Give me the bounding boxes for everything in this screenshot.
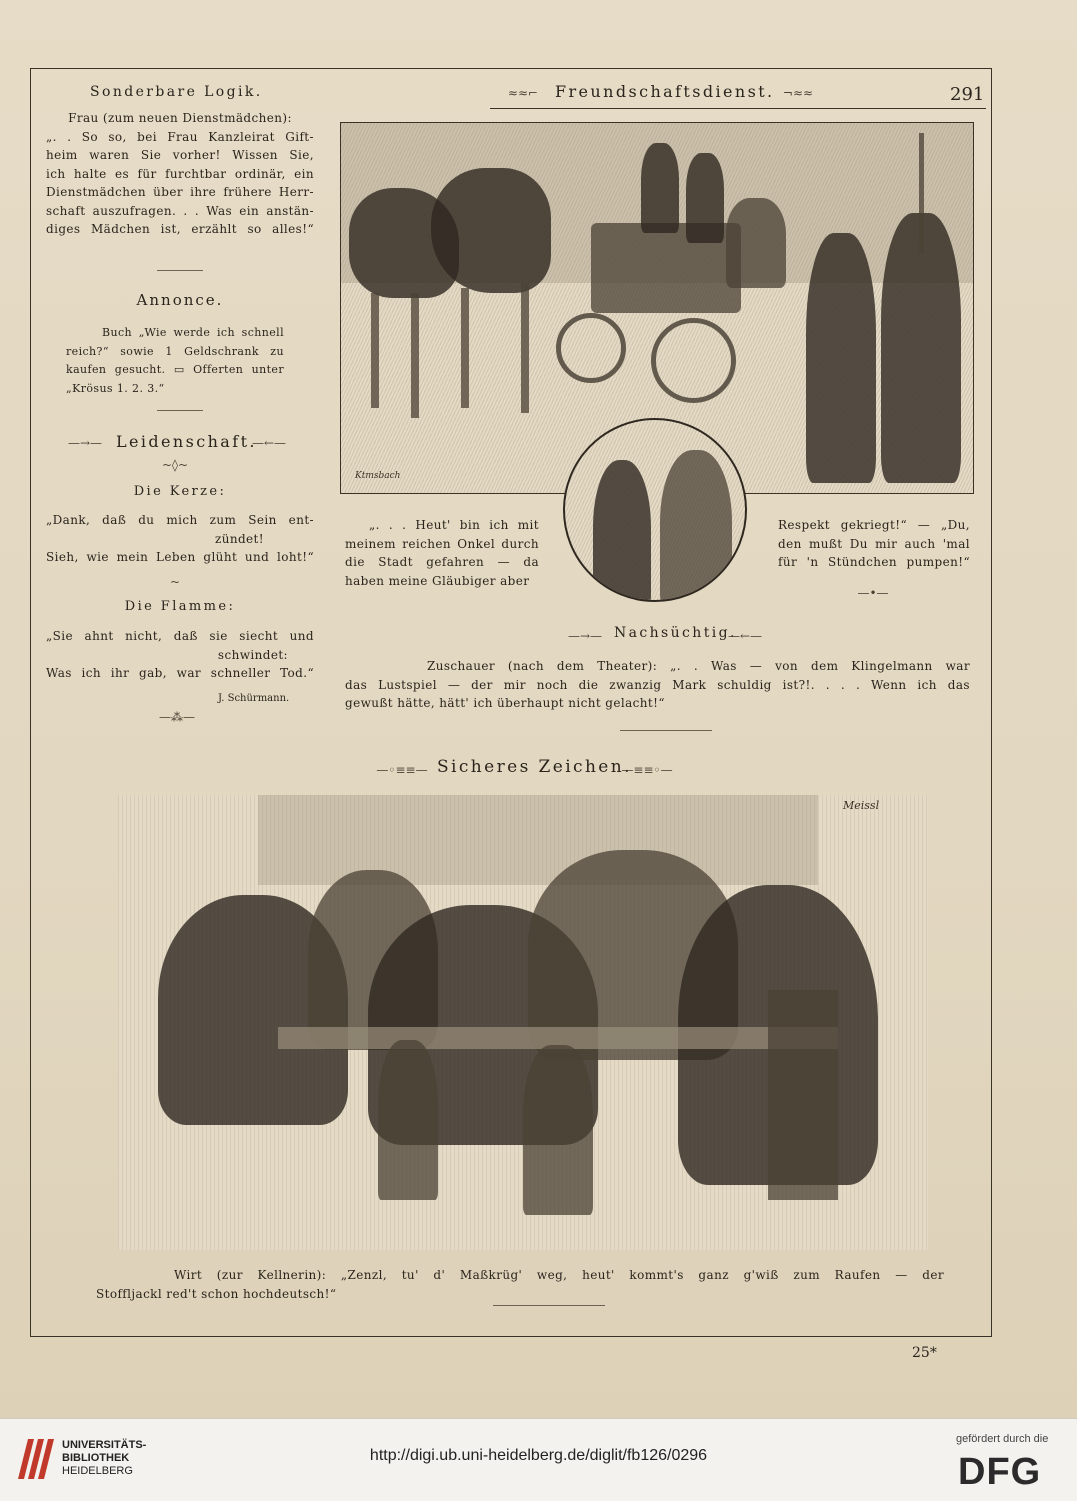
header-rule [490, 108, 986, 109]
text-line: haben meine Gläubiger aber [345, 573, 530, 588]
text-line: die Stadt gefahren — da [345, 555, 539, 569]
divider [157, 270, 203, 271]
text-line: schwindet: [217, 647, 288, 662]
annonce-text [66, 324, 284, 398]
dfg-logo: DFG [958, 1451, 1042, 1493]
chair [768, 990, 838, 1200]
nachsuechtig-title: Nachsüchtig. [614, 625, 737, 641]
ornament-left: —◦≡≡— [376, 763, 428, 777]
text-line: für 'n Stündchen pumpen!“ [778, 555, 970, 569]
small-ornament: ~ [169, 575, 181, 589]
sponsor-caption: gefördert durch die [956, 1433, 1049, 1445]
text-line: Frau (zum neuen Dienstmädchen): [68, 111, 292, 125]
divider [157, 410, 203, 411]
ornament-right: —←— [727, 629, 763, 643]
kerze-title: Die Kerze: [133, 484, 227, 499]
nephew-figure [593, 460, 651, 602]
text-line: diges Mädchen ist, erzählt so alles!“ [46, 222, 314, 236]
leidenschaft-title: Leidenschaft. [116, 432, 257, 451]
text-line: Was ich ihr gab, war schneller Tod.“ [46, 666, 314, 680]
text-line: reich?“ sowie 1 Geldschrank zu [66, 344, 284, 358]
text-line: ich halte es für furchtbar ordinär, ein [46, 166, 314, 181]
wheel [556, 313, 626, 383]
dialogue-right [778, 516, 970, 572]
ornament-right: ¬≈≈ [782, 86, 814, 100]
flamme-title: Die Flamme: [124, 599, 236, 614]
small-ornament: ~◊~ [161, 458, 189, 472]
horse-leg [411, 293, 419, 418]
text-line: Stoffljackl red't schon hochdeutsch!“ [96, 1286, 337, 1301]
small-ornament: —•— [857, 586, 889, 600]
logik-title: Sonderbare Logik. [90, 84, 263, 100]
text-line: „. . . Heut' bin ich mit [369, 518, 539, 532]
text-line: schaft auszufragen. . . Was ein anstän- [46, 203, 314, 218]
ornament-left: —→— [67, 436, 103, 450]
ornament-right: —←— [251, 436, 287, 450]
artist-signature: Meissl [843, 799, 880, 812]
text-line: Buch „Wie werde ich schnell [102, 326, 284, 339]
nachsuechtig-text [345, 657, 970, 713]
beggar-figure [881, 213, 961, 483]
horse-leg [461, 288, 469, 408]
horse [431, 168, 551, 293]
zeichen-title: Sicheres Zeichen. [437, 757, 632, 777]
bystanders [726, 198, 786, 288]
chair [378, 1040, 438, 1200]
passenger [641, 143, 679, 233]
text-line: das Lustspiel — der mir noch die zwanzig Mark schuldig ist?!. . . . Wenn ich das [345, 677, 970, 692]
tavern-wall [258, 795, 818, 885]
text-line: gewußt hätte, hätt' ich überhaupt nicht gelacht!“ [345, 696, 665, 710]
library-line: HEIDELBERG [62, 1465, 133, 1477]
uncle-figure [660, 450, 732, 602]
page-number: 291 [950, 84, 985, 105]
end-ornament: —⁂— [159, 710, 195, 724]
permalink[interactable]: http://digi.ub.uni-heidelberg.de/diglit/fb126/0296 [369, 1447, 708, 1464]
divider [493, 1305, 605, 1306]
logik-text [46, 109, 314, 239]
annonce-title: Annonce. [136, 291, 224, 309]
library-line: BIBLIOTHEK [62, 1452, 130, 1464]
viewer-footer [0, 1418, 1077, 1501]
tavern-illustration [118, 795, 928, 1250]
flamme-text [46, 627, 314, 683]
sheet-number: 25* [912, 1345, 937, 1361]
text-line: Sieh, wie mein Leben glüht und loht!“ [46, 550, 314, 564]
kerze-text [46, 511, 314, 567]
ornament-left: ≈≈⌐ [507, 86, 539, 100]
library-line: UNIVERSITÄTS- [62, 1439, 147, 1451]
artist-signature: Ktmsbach [355, 471, 401, 481]
horse-leg [371, 293, 379, 408]
text-line: heim waren Sie vorher! Wissen Sie, [46, 148, 314, 162]
ornament-left: —→— [567, 629, 603, 643]
horse-leg [521, 283, 529, 413]
wheel [651, 318, 736, 403]
passenger [686, 153, 724, 243]
text-line: Respekt gekriegt!“ — „Du, [778, 518, 970, 532]
text-line: „Dank, daß du mich zum Sein ent- [46, 513, 314, 527]
dialogue-left [345, 516, 539, 590]
text-line: Zuschauer (nach dem Theater): „. . Was — von dem Klingelmann war [427, 659, 970, 673]
chair [523, 1045, 593, 1215]
divider [620, 730, 712, 731]
text-line: „Sie ahnt nicht, daß sie siecht und [46, 629, 314, 643]
beggar-figure [806, 233, 876, 483]
ornament-right: —≡≡◦— [621, 763, 673, 777]
text-line: kaufen gesucht. ▭ Offerten unter [66, 363, 284, 376]
round-vignette [563, 418, 747, 602]
zeichen-caption [96, 1266, 944, 1303]
text-line: „. . So so, bei Frau Kanzleirat Gift- [46, 129, 314, 144]
text-line: Wirt (zur Kellnerin): „Zenzl, tu' d' Maßkrüg' weg, heut' kommt's ganz g'wiß zum Raufen — der [174, 1268, 944, 1282]
page-heading: Freundschaftsdienst. [555, 82, 775, 101]
text-line: zündet! [214, 531, 264, 546]
street-lamp [919, 133, 924, 253]
author: J. Schürmann. [218, 693, 290, 704]
text-line: meinem reichen Onkel durch [345, 536, 539, 551]
text-line: Dienstmädchen über ihre frühere Herr- [46, 185, 314, 199]
text-line: „Krösus 1. 2. 3.“ [66, 381, 165, 395]
text-line: den mußt Du mir auch 'mal [778, 536, 970, 551]
